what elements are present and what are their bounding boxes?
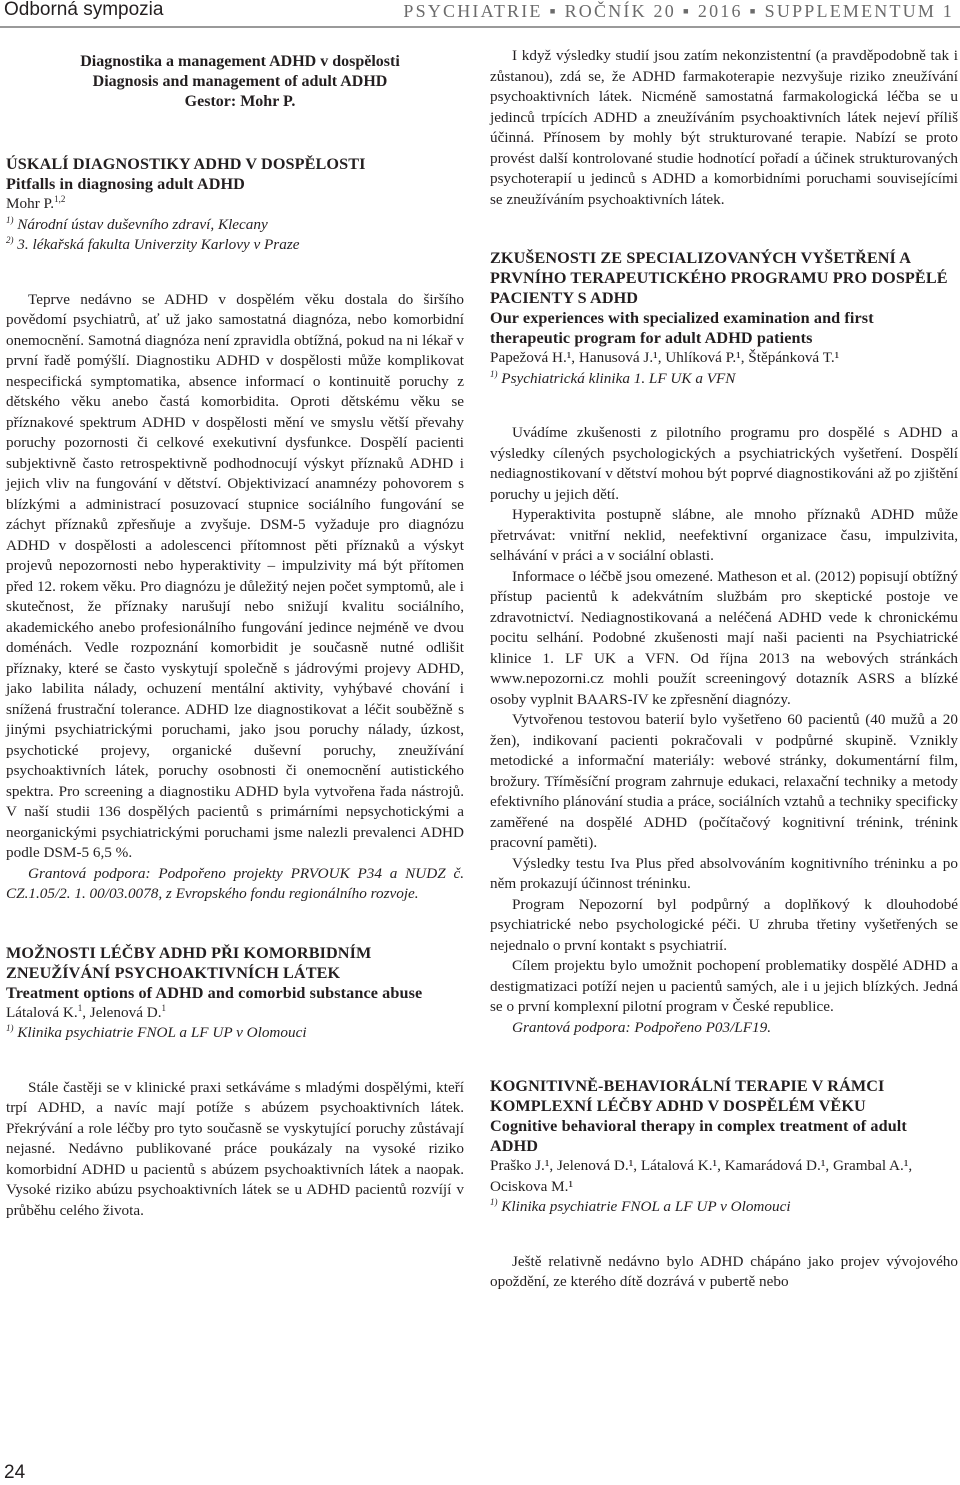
page-number: 24 <box>4 1462 26 1483</box>
author-sup: 1 <box>77 1002 83 1013</box>
author-names: , Jelenová D. <box>82 1003 162 1021</box>
author-names: Látalová K. <box>6 1003 78 1021</box>
abstract-title-cz: MOŽNOSTI LÉČBY ADHD PŘI KOMORBIDNÍM ZNEUŽÍVÁNÍ PSYCHOAKTIVNÍCH LÁTEK <box>6 943 372 982</box>
section-title: Odborná sympozia <box>4 0 164 20</box>
abstract-2 <box>6 943 464 1222</box>
abstract-title-cz: KOGNITIVNĚ-BEHAVIORÁLNÍ TERAPIE V RÁMCI KOMPLEXNÍ LÉČBY ADHD V DOSPĚLÉM VĚKU <box>490 1077 885 1115</box>
abstract-1 <box>6 154 464 905</box>
abstract-title-en: Cognitive behavioral therapy in complex treatment of adult ADHD <box>490 1117 907 1155</box>
author-sup: 1 <box>161 1002 166 1013</box>
affil-sup: 1) <box>490 1196 498 1207</box>
abstract-title-en: Treatment options of ADHD and comorbid substance abuse <box>6 983 423 1002</box>
grant-note: Grantová podpora: Podpořeno P03/LF19. <box>512 1018 772 1036</box>
abstract-paragraph: Ještě relativně nedávno bylo ADHD chápáno jako projev vývojového opoždění, ze kterého dítě dozrává v pubertě nebo <box>490 1252 958 1290</box>
abstract-title-en: Our experiences with specialized examination and first therapeutic program for adult ADHD patients <box>490 309 874 347</box>
affil-text: 3. lékařská fakulta Univerzity Karlovy v Praze <box>17 236 300 253</box>
affil-text: Národní ústav duševního zdraví, Klecany <box>17 215 268 233</box>
abstract-authors: Praško J.¹, Jelenová D.¹, Látalová K.¹, Kamarádová D.¹, Grambal A.¹, Ociskova M.¹ <box>490 1157 913 1195</box>
abstract-paragraph: Cílem projektu bylo umožnit pochopení problematiky dospělé ADHD a destigmatizaci potíží nejen u pacientů samých, ale i u jejich blízkých. Jedná se o první komplexní pilotní program v České republice. <box>490 957 958 1015</box>
abstract-body-continued: I když výsledky studií jsou zatím nekonzistentní (a pravděpodobně tak i zůstanou), zdá se, že ADHD farmakoterapie nezvyšuje riziko zneužívání psychoaktivních látek. Nicméně samostatná farmakologická léčba se u jedinců trpících ADHD a zneužíváním psychoaktivních látek nejeví příliš účinná. Přínosem by mohly být strukturované terapie. Nabízí se proto provést další kontrolované studie hodnotící pořadí a účinek strukturovaných psychoterapií u jedinců s ADHD a komorbidními poruchami souvisejícími se zneužíváním psychoaktivních látek. <box>490 47 958 208</box>
affiliation-2 <box>6 235 464 256</box>
right-column <box>490 46 958 1293</box>
affiliation-1 <box>490 1197 958 1218</box>
abstract-paragraph: Výsledky testu Iva Plus před absolvováním kognitivního tréninku a po něm prokazují účinnost tréninku. <box>490 854 958 892</box>
abstract-authors <box>6 1003 464 1024</box>
symposium-title-en: Diagnosis and management of adult ADHD <box>92 73 388 90</box>
left-column <box>6 52 464 1221</box>
abstract-title-en: Pitfalls in diagnosing adult ADHD <box>6 175 245 193</box>
abstract-authors <box>6 194 464 215</box>
abstract-body: Teprve nedávno se ADHD v dospělém věku dostala do širšího povědomí psychiatrů, ať už jako samostatná diagnóza, nebo komorbidní onemocnění. Samotná diagnóza není zpravidla obtížná, pokud na ni lékař v první řadě pomýšlí. Diagnostiku ADHD v dospělosti může komplikovat nespecifická symptomatika, absence informací o kontinuitě poruchy z dětského věku anebo častá komorbidita. Oproti dětskému věku se příznakové spektrum ADHD v dospělosti mění ve smyslu větší převahy poruchy pozornosti či celkové exekutivní dysfunkce. Dospělí pacienti subjektivně často retrospektivně podhodnocují výskyt příznaků ADHD i jejich vliv na fungování v dětství. Objektivizací anamnézy pohovorem s blízkými a administrací posuzovací stupnice sociálního fungování se záchyt příznaků zpřesňuje a zvyšuje. DSM-5 vyžaduje pro diagnózu ADHD v dospělosti a adolescenci přítomnost pěti příznaků a výskyt projevů nepozornosti nebo hyperaktivity – impulzivity má být přítomen před 12. rokem věku. Pro diagnózu je důležitý nejen počet symptomů, ale i skutečnost, že příznaky narušují nebo snižují kvalitu sociálního, akademického anebo profesionálního fungování jedince nejméně ve dvou doménách. Vedle rozpoznání komorbidit je současně nutné odlišit příznaky, které se často vyskytují společně s jádrovými projevy ADHD, jako labilita nálady, ochuzení mentální aktivity, vyhýbavé chování i snížená frustrační tolerance. ADHD lze diagnostikovat a léčit souběžně s jinými psychiatrickými poruchami, jako jsou poruchy nálady, úzkost, psychotické projevy, organické duševní poruchy, zneužívání psychoaktivních látek, poruchy osobnosti či onemocnění autistického spektra. Pro screening a diagnostiku ADHD byla vytvořena řada nástrojů. V naší studii 136 dospělých pacientů s primárními nepsychotickými a neorganickými psychiatrickými poruchami jsme nalezli prevalenci ADHD podle DSM-5 6,5 %. <box>6 290 464 861</box>
abstract-paragraph: Program Nepozorní byl podpůrný a doplňkový k dlouhodobé psychiatrické nebo psychologické péči. U zhruba třetiny vyšetřených se nejednalo o první kontakt s psychiatrií. <box>490 895 958 954</box>
abstract-3 <box>490 248 958 1038</box>
affiliation-1 <box>6 215 464 236</box>
author-names: Mohr P. <box>6 195 55 212</box>
abstract-paragraph: Vytvořenou testovou baterií bylo vyšetřeno 60 pacientů (40 mužů a 20 žen), indikovaní pacienti pokračovali v podpůrné skupině. Vznikly metodické a informační materiály: webové stránky, dokumentární film, brožury. Tříměsíční program zahrnuje edukaci, relaxační techniky a metody efektivního plánování studia a práce, sociálních vztahů a techniky specificky zaměřené na dospělé ADHD (počítačový kognitivní trénink, trénink pracovní paměti). <box>490 711 958 851</box>
affil-sup: 1) <box>6 1022 14 1033</box>
affiliation-1 <box>6 1023 464 1044</box>
symposium-heading <box>6 52 464 112</box>
affiliation-1 <box>490 369 958 390</box>
affil-sup: 1) <box>6 214 14 225</box>
abstract-paragraph: Uvádíme zkušenosti z pilotního programu pro dospělé s ADHD a výsledky cílených psychologických a psychiatrických vyšetření. Dospělí nediagnostikovaní v dětství mohou být poprvé diagnostikováni až po zjištění poruchy u jejich dětí. <box>490 424 958 503</box>
grant-note: Grantová podpora: Podpořeno projekty PRVOUK P34 a NUDZ č. CZ.1.05/2. 1. 00/03.0078, z Evropského fondu regionálního rozvoje. <box>6 864 464 902</box>
affil-text: Psychiatrická klinika 1. LF UK a VFN <box>501 369 736 387</box>
abstract-paragraph: Hyperaktivita postupně slábne, ale mnoho příznaků ADHD může přetrvávat: vnitřní neklid, neefektivní organizace času, impulzivita, selhávání v práci a v sociální oblasti. <box>490 506 958 564</box>
author-sup: 1,2 <box>54 193 66 204</box>
abstract-body: Stále častěji se v klinické praxi setkáváme s mladými dospělými, kteří trpí ADHD, a navíc mají potíže s abúzem psychoaktivních látek. Překrývání a role léčby pro tyto současně se vyskytující poruchy zůstávají nejasné. Nedávno publikované práce poukázaly na vysoké riziko komorbidní ADHD u pacientů s abúzem psychoaktivních látek a naopak. Vysoké riziko abúzu psychoaktivních látek se u ADHD pacientů rozvíjí v průběhu celého života. <box>6 1078 464 1219</box>
affil-sup: 1) <box>490 368 498 379</box>
affil-sup: 2) <box>6 234 14 245</box>
abstract-paragraph: Informace o léčbě jsou omezené. Matheson et al. (2012) popisují obtížný přístup pacientů k adekvátním službám pro skeptické postoje ve zdravotnictví. Nediagnostikovaná a neléčená ADHD vede k chronickému pocitu selhání. Podobné zkušenosti mají naši pacienti na Psychiatrické klinice 1. LF UK a VFN. Od října 2013 na webových stránkách www.nepozorni.cz mohli použít screeningový dotazník ASRS a blízké osoby vyplnit BAARS-IV ke zpřesnění diagnózy. <box>490 567 958 708</box>
affil-text: Klinika psychiatrie FNOL a LF UP v Olomouci <box>17 1024 307 1041</box>
symposium-title-cz: Diagnostika a management ADHD v dospělosti <box>80 53 400 70</box>
journal-info: PSYCHIATRIE ▪ ROČNÍK 20 ▪ 2016 ▪ SUPPLEMENTUM 1 <box>403 1 954 21</box>
symposium-gestor: Gestor: Mohr P. <box>184 93 296 110</box>
affil-text: Klinika psychiatrie FNOL a LF UP v Olomouci <box>501 1198 791 1215</box>
abstract-title-cz: ÚSKALÍ DIAGNOSTIKY ADHD V DOSPĚLOSTI <box>6 155 366 173</box>
abstract-title-cz: ZKUŠENOSTI ZE SPECIALIZOVANÝCH VYŠETŘENÍ A PRVNÍHO TERAPEUTICKÉHO PROGRAMU PRO DOSPĚLÉ PACIENTY S ADHD <box>490 249 948 307</box>
running-header <box>0 0 960 28</box>
abstract-4 <box>490 1076 958 1293</box>
abstract-authors: Papežová H.¹, Hanusová J.¹, Uhlíková P.¹, Štěpánková T.¹ <box>490 349 840 366</box>
